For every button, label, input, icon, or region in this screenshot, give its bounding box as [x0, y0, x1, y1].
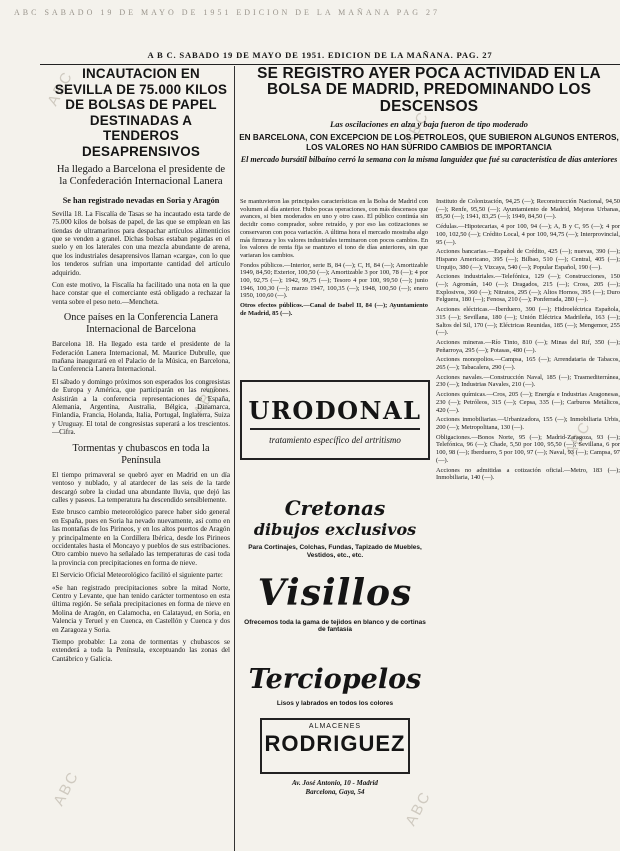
quote-paragraph: Acciones navales.—Construcción Naval, 185 (—); Trasmediterránea, 230 (—); Industrias Navales, 210 (—).: [436, 373, 620, 389]
ad-heading-terciopelos: Terciopelos: [248, 664, 422, 696]
left-paragraph: El sábado y domingo próximos son esperados los congresistas de Europa y América, que participarán en las reuniones. Asistirán a la conferencia representaciones de España, Alemania, Argentina, Australia, Bélgica, Dinamarca, Finlandia, Francia, Holanda, Italia, Portugal, Inglaterra, Suiza y Uruguay. El total de congresistas superará a los trescientos.—Cifra.: [52, 377, 230, 437]
left-paragraph: Sevilla 18. La Fiscalía de Tasas se ha incautado esta tarde de 75.000 kilos de bolsas de papel, de las que se emplean en las tiendas de ultramarinos para despachar artículos alimenticios que se venden a granel. Dichas bolsas estaban pegadas en el suelo y en los laterales con una mezcla abundante de arena, que los industriales desaprensivos llaman «carga», con lo que los tenderos sufrían una importante cantidad del artículo adquirido.: [52, 209, 230, 277]
market-lead: El mercado bursátil bilbaíno cerró la semana con la misma languidez que fué su característica de días anteriores: [240, 155, 618, 165]
right-column: [436, 198, 620, 851]
left-paragraph: El tiempo primaveral se quebró ayer en Madrid en un día ventoso y nublado, y al atardecer de las seis de la tarde descargó sobre la ciudad una abundante lluvia, que dejó las calles y paseos. La temperatura ha descendido sensiblemente.: [52, 470, 230, 504]
quote-paragraph: Obligaciones.—Bonos Norte, 95 (—); Madrid-Zaragoza, 93 (—); Telefónica, 96 (—); Chade, 5,50 por 100, 95,50 (—); Sevillana, 6 por 100, 98 (—); Iberduero, 5 por 100, 97 (—); Naval, 93 (—); Campsa, 97 (—).: [436, 433, 620, 464]
quote-paragraph: Acciones monopolios.—Campsa, 165 (—); Arrendataria de Tabacos, 265 (—); Tabacalera, 290 (—).: [436, 356, 620, 372]
market-header: [238, 66, 620, 196]
quote-paragraph: Acciones no admitidas a cotización oficial.—Metro, 183 (—); Inmobiliaria, 140 (—).: [436, 466, 620, 482]
left-paragraph: «Se han registrado precipitaciones sobre la mitad Norte, Centro y Levante, que han tenido carácter tormentoso en esta última región. Se señala precipitaciones en forma de nieve en Molina de Aragón, en Calamocha, en Calatayud, en Soria, en Valencia y Teruel y en Cuenca, en Castellón y Cuenca y dos en Zaragoza y Soria.: [52, 583, 230, 634]
store-name: RODRIGUEZ: [264, 730, 406, 756]
quote-paragraph: Cédulas.—Hipotecarias, 4 por 100, 94 (—); A, B y C, 95 (—); 4 por 100, 102,50 (—); Crédito Local, 4 por 100, 94,75 (—); Interprovincial, 95 (—).: [436, 223, 620, 246]
quote-paragraph: Acciones eléctricas.—Iberduero, 390 (—); Hidroeléctrica Española, 315 (—); Sevillana, 180 (—); Unión Eléctrica Madrileña, 163 (—); Saltos del Sil, 170 (—); Eléctricas Reunidas, 185 (—); Mengemor, 255 (—).: [436, 306, 620, 337]
ad-text: Para Cortinajes, Colchas, Fundas, Tapizado de Muebles, Vestidos, etc., etc.: [248, 544, 422, 559]
market-paragraph: Fondos públicos.—Interior, serie B, 84 (—); C, H, 84 (—); Amortizable 1949, 84,50; Exterior, 100,50 (—); Amortizable 3 por 100, 78 (—); 4 por 100, 92,75 (—); 1942, 99,75 (—); Tesoro 4 por 100, 99,50 (—); junio 1946, 100,30 (—); marzo 1947, 100,35 (—); 1948, 100,50 (—); enero 1950, 100,60 (—).: [240, 261, 428, 300]
left-deck: Ha llegado a Barcelona el presidente de la Confederación Internacional Lanera: [56, 163, 226, 188]
store-label: ALMACENES: [308, 722, 362, 730]
left-subhead: Se han registrado nevadas en Soria y Aragón: [62, 195, 220, 205]
store-logo-box: [260, 718, 410, 774]
running-head: ABC SABADO 19 DE MAYO DE 1951 EDICION DE LA MAÑANA PAG 27: [14, 8, 440, 17]
market-paragraph: Se mantuvieron las principales características en la Bolsa de Madrid con volumen al día anterior. Hubo pocas operaciones, con más descensos que avances, si bien moderados en uno y otro caso. El público continúa sin decidir como comprador, sobre retraído, y por eso las cotizaciones se conservaron con poca variación. A última hora el mercado mostraba algo más firmeza y los valores industriales terminaron con pocos cambios. En los valores de renta fija se mantuvo el tono de días anteriores, sin que variaran los cambios.: [240, 198, 428, 259]
watermark: ABC: [400, 108, 433, 149]
left-paragraph: El Servicio Oficial Meteorológico facilitó el siguiente parte:: [52, 571, 223, 580]
watermark: ABC: [402, 788, 435, 829]
left-paragraph: Con este motivo, la Fiscalía ha facilitado una nota en la que hace constar que el comerciante está obligado a rechazar la venta sobre el peso neto.—Mencheta.: [52, 281, 230, 306]
ad-text: Lisos y labrados en todos los colores: [276, 700, 394, 708]
left-subhead: Once países en la Conferencia Lanera Internacional de Barcelona: [63, 312, 219, 336]
page-folio: A B C. SABADO 19 DE MAYO DE 1951. EDICION DE LA MAÑANA. PAG. 27: [147, 50, 493, 60]
quote-paragraph: Acciones inmobiliarias.—Urbanizadora, 155 (—); Inmobiliaria Urbis, 200 (—); Metropolitana, 130 (—).: [436, 416, 620, 431]
left-paragraph: Este brusco cambio meteorológico parece haber sido general en España, pues en Soria ha nevado nuevamente, así como en las montañas de los Pirineos, y en los altos puertos de Aragón y principalmente en la Cordillera Ibérica, desde los Pirineos occidentales hasta el Moncayo y pueblos de sus estribaciones. Otro cambio nuevo ha señalado las temperaturas de casi toda la provincia con precipitaciones en forma de nieve.: [52, 508, 230, 567]
store-address: Av. José Antonio, 10 - Madrid Barcelona, Gaya, 54: [292, 778, 378, 796]
watermark: ABC: [44, 68, 77, 109]
urodonal-tagline: tratamiento específico del artritismo: [269, 435, 401, 445]
urodonal-ad: [240, 380, 430, 460]
quote-paragraph: Acciones industriales.—Telefónica, 129 (—); Construcciones, 150 (—); Agromán, 140 (—); Dragados, 215 (—); Cross, 205 (—); Explosivos, 360 (—); Nitratos, 295 (—); Altos Hornos, 395 (—); Duro Felguera, 180 (—); Fenosa, 210 (—); Ponferrada, 280 (—).: [436, 273, 620, 304]
urodonal-brand: URODONAL: [248, 396, 422, 425]
market-headline: SE REGISTRO AYER POCA ACTIVIDAD EN LA BOLSA DE MADRID, PREDOMINANDO LOS DESCENSOS: [257, 66, 601, 115]
left-headline: INCAUTACION EN SEVILLA DE 75.000 KILOS DE BOLSAS DE PAPEL DESTINADAS A TENDEROS DESAPRENSIVOS: [54, 66, 228, 159]
market-deck: Las oscilaciones en alza y baja fueron de tipo moderado: [330, 119, 528, 130]
urodonal-divider: [250, 428, 420, 430]
ad-heading-dibujos: dibujos exclusivos: [253, 520, 417, 539]
quote-paragraph: Acciones mineras.—Río Tinto, 810 (—); Minas del Rif, 350 (—); Peñarroya, 295 (—); Potasas, 480 (—).: [436, 338, 620, 354]
watermark: ABC: [50, 768, 83, 809]
quote-paragraph: Acciones bancarias.—Español de Crédito, 425 (—); nuevas, 390 (—); Hispano Americano, 395 (—); Bilbao, 510 (—); Central, 405 (—); Urquijo, 380 (—); Vizcaya, 540 (—); Popular Español, 190 (—).: [436, 248, 620, 271]
quote-paragraph: Acciones químicas.—Cros, 205 (—); Energía e Industrias Aragonesas, 230 (—); Petróleos, 315 (—); Cepsa, 335 (—); Carburos Metálicos, 420 (—).: [436, 391, 620, 414]
store-ad: [240, 470, 430, 851]
left-subhead: Tormentas y chubascos en toda la Península: [72, 442, 210, 466]
watermark: ABC: [562, 418, 595, 459]
ad-text: Ofrecemos toda la gama de tejidos en blanco y de cortinas de fantasía: [244, 618, 426, 634]
middle-column: [240, 198, 428, 373]
ad-heading-cretonas: Cretonas: [284, 496, 386, 520]
left-column: [52, 66, 230, 851]
market-deck-barcelona: EN BARCELONA, CON EXCEPCION DE LOS PETROLEOS, QUE SUBIERON ALGUNOS ENTEROS, LOS VALORES NO HAN SUFRIDO CAMBIOS DE IMPORTANCIA: [239, 133, 619, 152]
top-rule: [40, 64, 620, 65]
left-paragraph: Barcelona 18. Ha llegado esta tarde el presidente de la Federación Lanera Internacional, M. Maurice Dubrulle, que mañana inaugurará en el Palacio de la Música, en Barcelona, la Conferencia Lanera Internacional.: [52, 340, 230, 374]
column-divider: [234, 66, 235, 851]
quote-paragraph: Instituto de Colonización, 94,25 (—); Reconstrucción Nacional, 94,50 (—); Renfe, 95,50 (—); Ayuntamiento de Madrid, Mejoras Urbanas, 85,50 (—); 1941, 83,25 (—); 1949, 84,50 (—).: [436, 198, 620, 221]
ad-heading-visillos: Visillos: [257, 571, 413, 614]
left-paragraph: Tiempo probable: La zona de tormentas y chubascos se extenderá a toda la Península, exceptuando las zonas del Cantábrico y Galicia.: [52, 638, 230, 663]
watermark: ABC: [190, 378, 223, 419]
market-paragraph: Otros efectos públicos.—Canal de Isabel II, 84 (—); Ayuntamiento de Madrid, 85 (—).: [240, 302, 428, 317]
